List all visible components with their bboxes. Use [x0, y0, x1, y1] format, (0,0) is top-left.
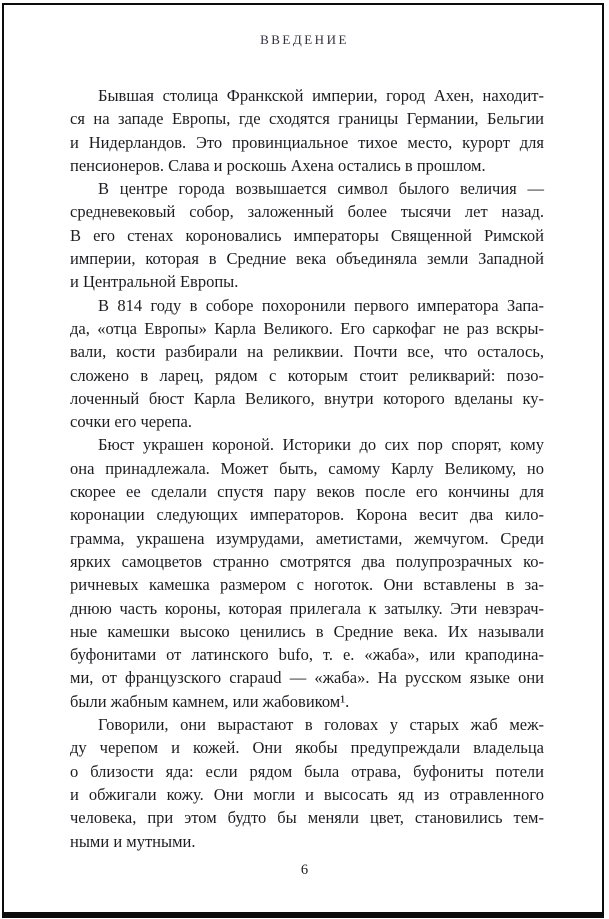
text-line: пенсионеров. Слава и роскошь Ахена остались в прошлом.	[70, 155, 486, 175]
text-line: буфонитами от латинского bufo, т. е. «жаба», или краподина-	[70, 645, 544, 665]
text-line: вали, кости разбирали на реликвии. Почти все, что осталось,	[70, 342, 544, 362]
text-line: она принадлежала. Может быть, самому Карлу Великому, но	[70, 458, 544, 478]
text-line: были жабным камнем, или жабовиком¹.	[70, 691, 350, 711]
text-line: Бюст украшен короной. Историки до сих пор спорят, кому	[98, 435, 544, 455]
text-line: империи, которая в Средние века объединяла земли Западной	[70, 249, 544, 269]
text-line: человека, при этом будто бы меняли цвет, становились тем-	[70, 808, 544, 828]
text-line: днюю часть короны, которая прилегала к затылку. Эти невзрач-	[70, 598, 544, 618]
text-line: сочки его черепа.	[70, 412, 192, 432]
text-line: Бывшая столица Франкской империи, город Ахен, находит-	[98, 86, 544, 105]
text-block	[70, 84, 544, 853]
text-line: ся на западе Европы, где сходятся границы Германии, Бельгии	[70, 109, 544, 129]
text-line: ми, от французского crapaud — «жаба». На русском языке они	[70, 668, 544, 688]
page-number: 6	[300, 862, 309, 878]
text-line: и Нидерландов. Это провинциальное тихое место, курорт для	[70, 132, 544, 152]
text-line: В центре города возвышается символ былого величия —	[98, 179, 544, 199]
text-line: коронации следующих императоров. Корона весит два кило-	[70, 505, 544, 525]
text-line: В его стенах короновались императоры Священной Римской	[70, 225, 544, 245]
text-line: ду черепом и кожей. Они якобы предупреждали владельца	[70, 738, 544, 758]
text-line: средневековый собор, заложенный более тысячи лет назад.	[70, 202, 544, 222]
text-line: ные камешки высоко ценились в Средние века. Их называли	[70, 621, 544, 641]
text-line: и Центральной Европы.	[70, 272, 239, 292]
text-line: сложено в ларец, рядом с которым стоит реликварий: позо-	[70, 365, 544, 385]
text-line: да, «отца Европы» Карла Великого. Его саркофаг не раз вскры-	[70, 318, 544, 338]
text-line: ярких самоцветов странно смотрятся два полупрозрачных ко-	[70, 551, 544, 571]
text-line: скорее ее сделали спустя пару веков после его кончины для	[70, 482, 544, 502]
text-line: Говорили, они вырастают в головах у старых жаб меж-	[98, 715, 544, 735]
text-line: лоченный бюст Карла Великого, внутри которого вделаны ку-	[70, 388, 544, 408]
text-line: о близости яда: если рядом была отрава, буфониты потели	[70, 761, 544, 781]
text-line: В 814 году в соборе похоронили первого императора Запа-	[98, 295, 544, 315]
text-line: и обжигали кожу. Они могли и высосать яд из отравленного	[70, 784, 544, 804]
chapter-running-head: ВВЕДЕНИЕ	[260, 32, 349, 47]
text-line: ричневых камешка размером с ноготок. Они вставлены в за-	[70, 575, 544, 595]
text-line: ными и мутными.	[70, 831, 196, 851]
text-line: грамма, украшена изумрудами, аметистами, жемчугом. Среди	[70, 528, 544, 548]
